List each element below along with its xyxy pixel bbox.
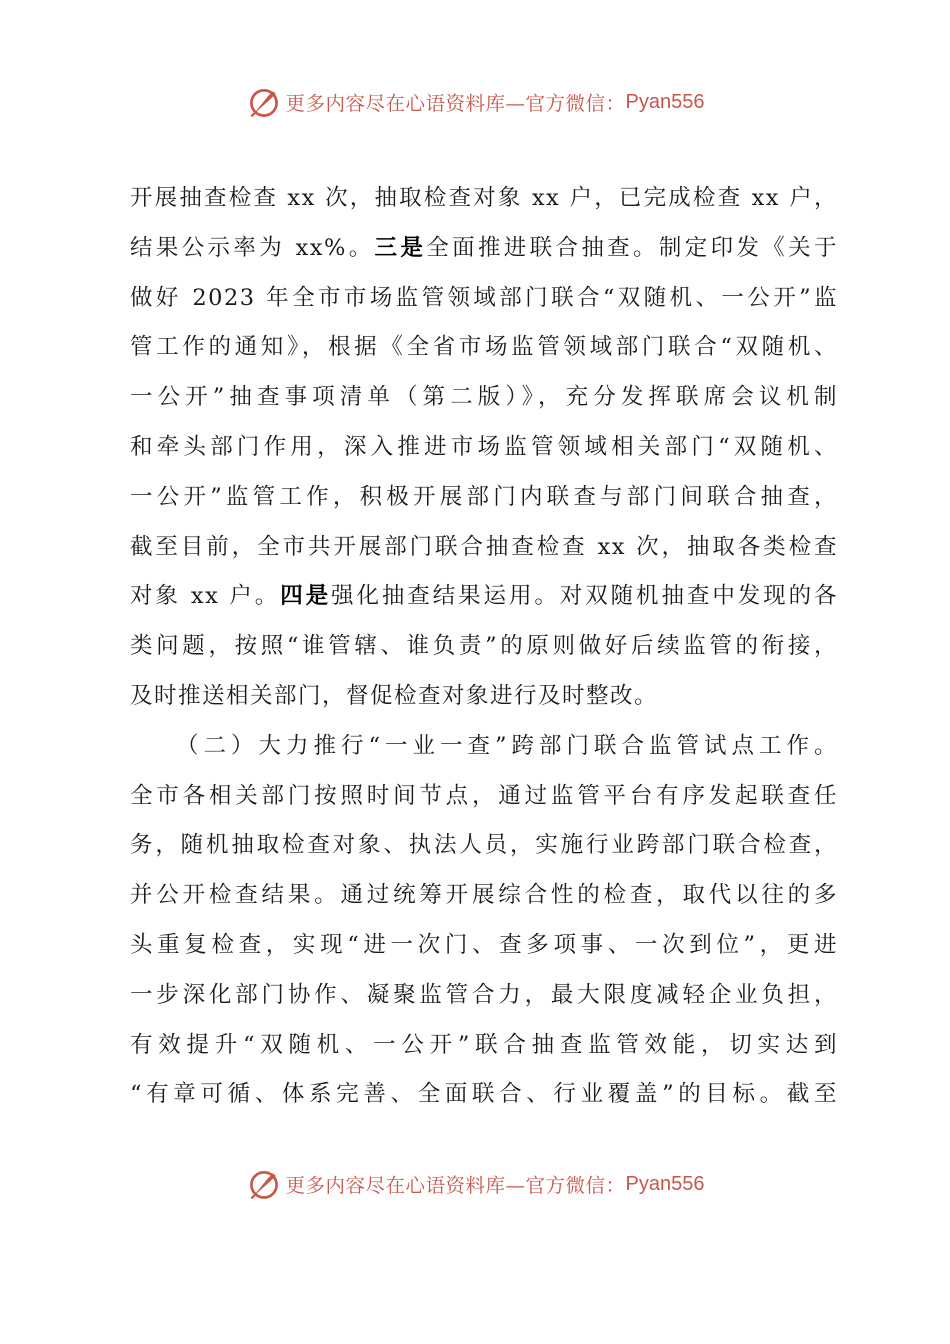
wechat-id: Pyan556 [625,90,705,113]
text-line: 管工作的通知》，根据《全省市场监管领域部门联合“双随机、 [130,334,838,361]
pen-logo-icon [246,84,282,120]
header-banner [0,82,950,122]
text-line: 一步深化部门协作、凝聚监管合力，最大限度减轻企业负担， [130,981,838,1008]
text-line: 有效提升“双随机、一公开”联合抽查监管效能，切实达到 [130,1031,838,1058]
text-line: 类问题，按照“谁管辖、谁负责”的原则做好后续监管的衔接， [130,633,838,660]
text-line: 和牵头部门作用，深入推进市场监管领域相关部门“双随机、 [130,433,838,460]
text-line: 头重复检查，实现“进一次门、查多项事、一次到位”，更进 [130,931,838,958]
pen-logo-icon [246,1166,282,1202]
text-line: 务，随机抽取检查对象、执法人员，实施行业跨部门联合检查， [130,832,838,859]
bold-marker: 四是 [280,583,332,610]
wechat-id: Pyan556 [625,1172,705,1195]
footer-banner [0,1164,950,1204]
text-line: 一公开”监管工作，积极开展部门内联查与部门间联合抽查， [130,483,838,510]
banner-text: 更多内容尽在心语资料库—官方微信： [285,1174,626,1197]
document-body [130,174,838,1120]
text-line: 全市各相关部门按照时间节点，通过监管平台有序发起联查任 [130,782,838,809]
text-line: 对象 xx 户。四是强化抽查结果运用。对双随机抽查中发现的各 [130,583,838,610]
text-line: 做好 2023 年全市市场监管领域部门联合“双随机、一公开”监 [130,284,838,311]
text-line: 并公开检查结果。通过统筹开展综合性的检查，取代以往的多 [130,882,838,909]
text-line: 结果公示率为 xx%。三是全面推进联合抽查。制定印发《关于 [130,234,838,261]
text-line: 及时推送相关部门，督促检查对象进行及时整改。 [130,682,659,709]
bold-marker: 三是 [374,234,427,261]
text-line: 截至目前，全市共开展部门联合抽查检查 xx 次，抽取各类检查 [130,533,838,560]
section-heading: （二）大力推行“一业一查”跨部门联合监管试点工作。 [176,732,838,759]
text-line: 一公开”抽查事项清单（第二版）》，充分发挥联席会议机制 [130,384,838,411]
text-line: “有章可循、体系完善、全面联合、行业覆盖”的目标。截至 [130,1081,838,1108]
text-line: 开展抽查检查 xx 次，抽取检查对象 xx 户，已完成检查 xx 户， [130,185,838,211]
banner-text: 更多内容尽在心语资料库—官方微信： [285,92,626,115]
